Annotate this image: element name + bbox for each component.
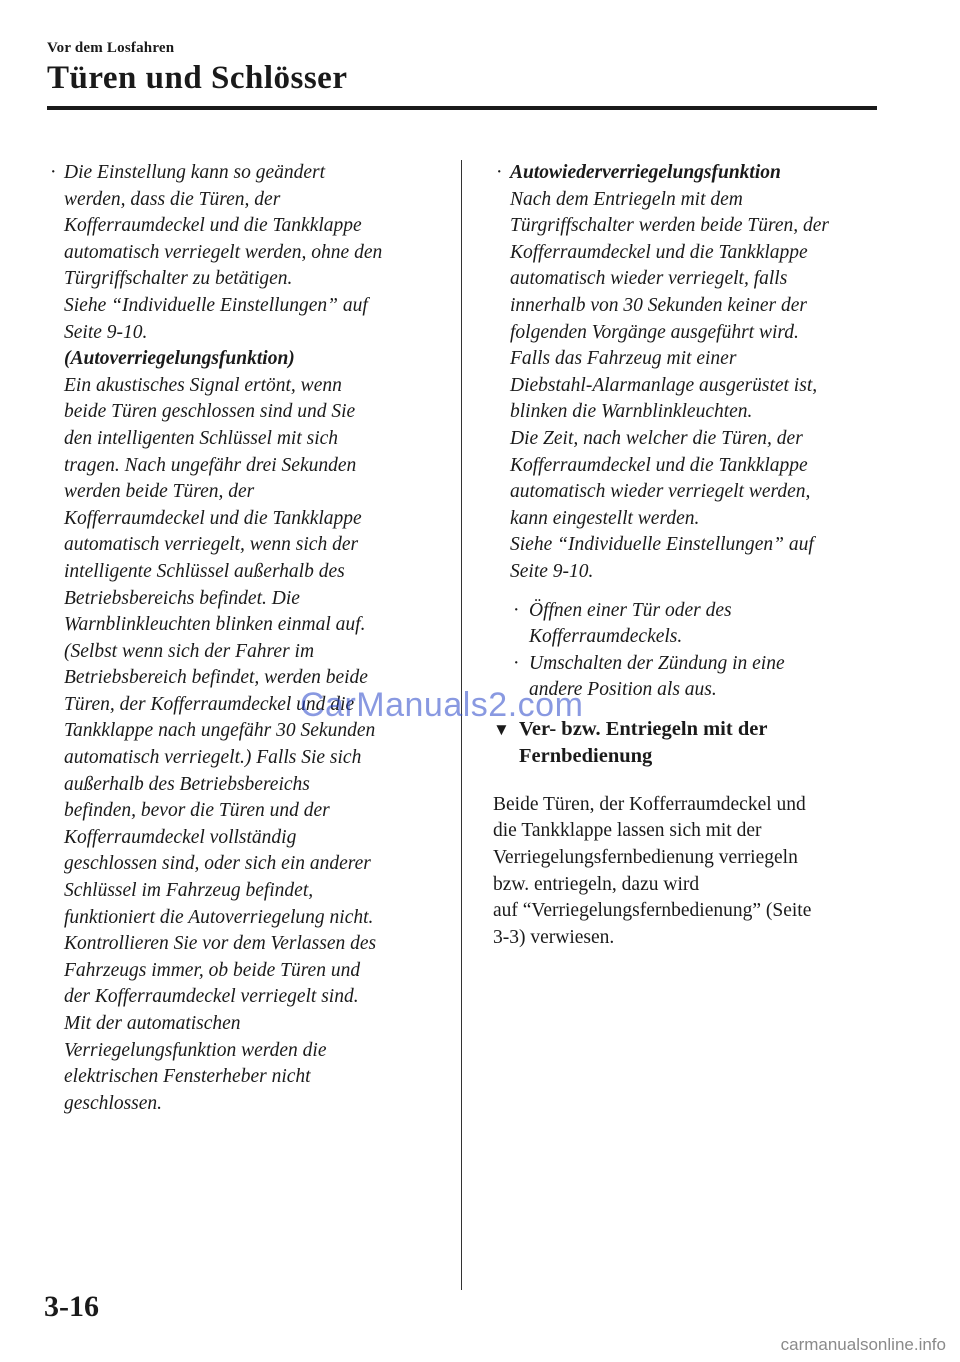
text-line: werden beide Türen, der: [64, 481, 255, 503]
text-line: Kofferraumdeckel und die Tankklappe: [510, 241, 808, 263]
text-line: Türen, der Kofferraumdeckel und die: [64, 693, 355, 715]
text-line: Betriebsbereich befindet, werden beide: [64, 667, 368, 689]
text-line: geschlossen sind, oder sich ein anderer: [64, 853, 371, 875]
feature-title: Autowiederverriegelungsfunktion: [510, 162, 781, 183]
text-line: werden, dass die Türen, der: [64, 188, 281, 210]
text-line: Warnblinkleuchten blinken einmal auf.: [64, 614, 366, 636]
text-line: Öffnen einer Tür oder des: [529, 599, 732, 621]
text-line: Verriegelungsfunktion werden die: [64, 1039, 327, 1061]
text-line: andere Position als aus.: [529, 679, 717, 701]
subheading-line: Fernbedienung: [519, 744, 653, 767]
text-line: Türgriffschalter zu betätigen.: [64, 268, 293, 290]
text-line: automatisch verriegelt, wenn sich der: [64, 534, 359, 556]
text-line: Siehe “Individuelle Einstellungen” auf: [64, 294, 368, 316]
text-line: Falls das Fahrzeug mit einer: [510, 348, 737, 370]
text-line: Türgriffschalter werden beide Türen, der: [510, 215, 830, 237]
right-bullet-item: [493, 160, 888, 586]
text-line: funktioniert die Autoverriegelung nicht.: [64, 906, 374, 928]
text-line: geschlossen.: [64, 1092, 163, 1114]
remote-paragraph: [493, 792, 888, 952]
text-line: elektrischen Fensterheber nicht: [64, 1066, 311, 1088]
text-line: folgenden Vorgänge ausgeführt wird.: [510, 321, 799, 343]
text-line: Nach dem Entriegeln mit dem: [510, 188, 743, 210]
text-line: 3-3) verwiesen.: [493, 926, 615, 948]
text-line: automatisch verriegelt.) Falls Sie sich: [64, 747, 362, 769]
footer-url: carmanualsonline.info: [780, 1335, 946, 1354]
text-line: Seite 9-10.: [510, 560, 594, 582]
subheading-line: Ver- bzw. Entriegeln mit der: [519, 717, 768, 740]
text-line: Kontrollieren Sie vor dem Verlassen des: [64, 933, 377, 955]
text-line: bzw. entriegeln, dazu wird: [493, 873, 700, 895]
right-column: [493, 160, 888, 951]
feature-title: (Autoverriegelungsfunktion): [64, 348, 295, 370]
bullet-dot: ·: [513, 599, 520, 621]
text-line: Umschalten der Zündung in eine: [529, 652, 785, 674]
text-line: Ein akustisches Signal ertönt, wenn: [64, 374, 342, 396]
text-line: Fahrzeugs immer, ob beide Türen und: [64, 959, 361, 981]
text-line: Schlüssel im Fahrzeug befindet,: [64, 880, 314, 902]
page-title: Türen und Schlösser: [47, 60, 348, 96]
left-bullet-item: [47, 160, 447, 1117]
watermark: CarManuals2.com: [300, 686, 584, 724]
text-line: außerhalb des Betriebsbereichs: [64, 773, 310, 795]
title-rule: [47, 106, 877, 110]
text-line: Diebstahl-Alarmanlage ausgerüstet ist,: [510, 374, 818, 396]
text-line: kann eingestellt werden.: [510, 507, 700, 529]
text-line: blinken die Warnblinkleuchten.: [510, 401, 753, 423]
text-line: beide Türen geschlossen sind und Sie: [64, 401, 356, 423]
text-line: den intelligenten Schlüssel mit sich: [64, 427, 339, 449]
bullet-dot: ·: [50, 162, 57, 183]
sub-list-item: [493, 598, 888, 651]
text-line: intelligente Schlüssel außerhalb des: [64, 560, 345, 582]
text-line: Verriegelungsfernbedienung verriegeln: [493, 847, 798, 869]
triangle-down-icon: ▼: [493, 719, 510, 739]
text-line: Kofferraumdeckel vollständig: [64, 826, 297, 848]
text-line: Die Einstellung kann so geändert: [64, 162, 326, 183]
text-line: Kofferraumdeckel und die Tankklappe: [64, 215, 362, 237]
text-line: automatisch wieder verriegelt werden,: [510, 481, 811, 503]
page-number: 3-16: [44, 1290, 99, 1323]
text-line: tragen. Nach ungefähr drei Sekunden: [64, 454, 357, 476]
bullet-dot: ·: [513, 652, 520, 674]
text-line: Kofferraumdeckel und die Tankklappe: [510, 454, 808, 476]
text-line: automatisch verriegelt werden, ohne den: [64, 241, 383, 263]
left-column: [47, 160, 447, 1117]
column-divider: [461, 160, 462, 1290]
text-line: automatisch wieder verriegelt, falls: [510, 268, 788, 290]
text-line: Siehe “Individuelle Einstellungen” auf: [510, 534, 814, 556]
text-line: Kofferraumdeckels.: [529, 626, 683, 648]
text-line: Mit der automatischen: [64, 1013, 241, 1034]
bullet-dot: ·: [496, 162, 503, 183]
text-line: befinden, bevor die Türen und der: [64, 800, 330, 822]
section-label: Vor dem Losfahren: [47, 40, 175, 56]
text-line: Tankklappe nach ungefähr 30 Sekunden: [64, 720, 376, 742]
text-line: Beide Türen, der Kofferraumdeckel und: [493, 793, 806, 815]
text-line: Betriebsbereichs befindet. Die: [64, 587, 300, 609]
text-line: Die Zeit, nach welcher die Türen, der: [510, 427, 803, 449]
text-line: Kofferraumdeckel und die Tankklappe: [64, 507, 362, 529]
text-line: der Kofferraumdeckel verriegelt sind.: [64, 986, 359, 1008]
text-line: (Selbst wenn sich der Fahrer im: [64, 640, 315, 662]
text-line: die Tankklappe lassen sich mit der: [493, 820, 762, 842]
text-line: innerhalb von 30 Sekunden keiner der: [510, 294, 807, 316]
text-line: Seite 9-10.: [64, 321, 148, 343]
text-line: auf “Verriegelungsfernbedienung” (Seite: [493, 900, 812, 922]
